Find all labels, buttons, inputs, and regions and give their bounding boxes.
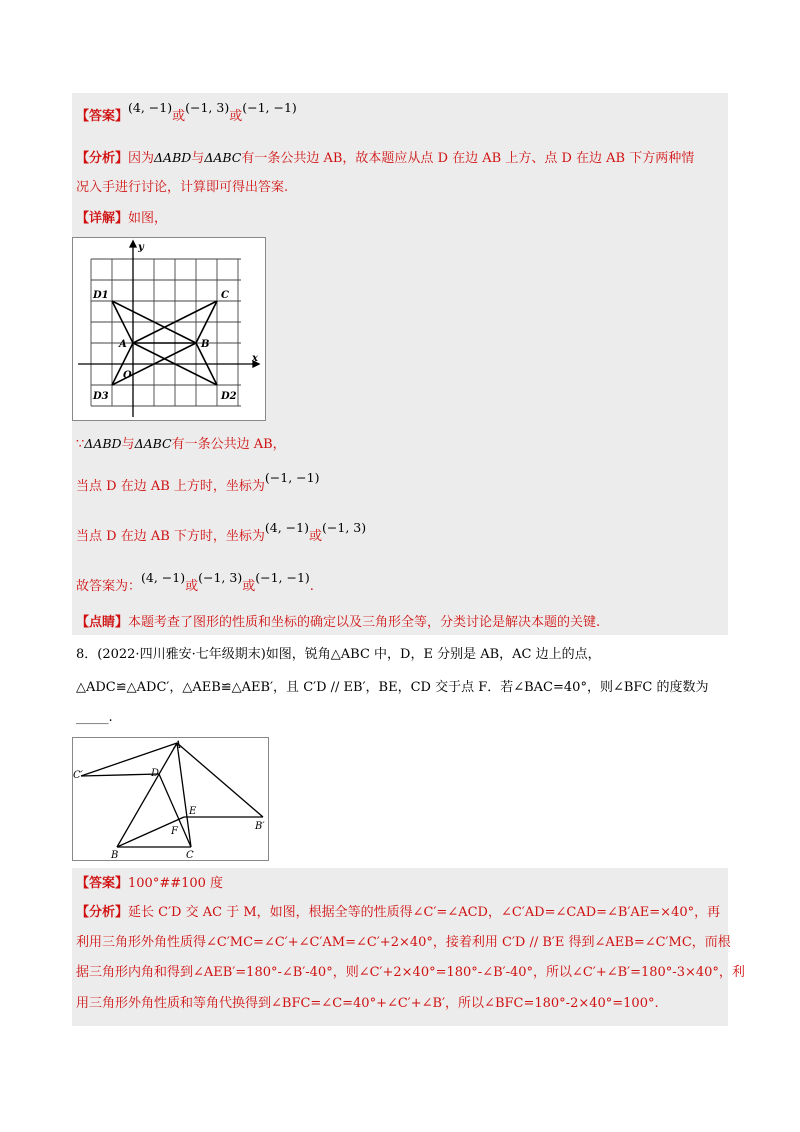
point-d3-label: D3 bbox=[93, 391, 109, 402]
point-c-prime-label: C′ bbox=[73, 770, 83, 781]
analysis2-text-1: 延长 C′D 交 AC 于 M，如图，根据全等的性质得∠C′=∠ACD，∠C′AD=∠CAD=∠B′AE=×40°，再 bbox=[128, 905, 721, 920]
point-d1-label: D1 bbox=[93, 290, 109, 301]
question-8-line-1 bbox=[76, 645, 601, 665]
final-answer-line bbox=[76, 570, 314, 597]
comment-line bbox=[76, 613, 600, 633]
y-axis-label: y bbox=[138, 242, 144, 253]
because-post: 有一条公共边 AB， bbox=[171, 437, 286, 452]
answer-line-2 bbox=[76, 874, 223, 894]
point-a-label: A bbox=[119, 339, 127, 350]
coordinate-figure bbox=[72, 237, 266, 421]
or-word: 或 bbox=[185, 579, 199, 594]
because-symbol: ∵ bbox=[76, 437, 85, 452]
below-point-1: (4, −1) bbox=[264, 520, 309, 535]
detail-line bbox=[76, 209, 167, 229]
final-text: 故答案为： bbox=[76, 579, 142, 594]
coordinate-diagram bbox=[73, 238, 265, 420]
question-number: 8． bbox=[76, 647, 98, 662]
triangle-abd: ΔABD bbox=[154, 150, 192, 165]
point-b-label: B bbox=[201, 339, 210, 350]
point-a-label: A bbox=[174, 740, 182, 751]
final-point-3: (−1, −1) bbox=[255, 570, 310, 585]
analysis2-line-3: 据三角形内角和得到∠AEB′=180°-∠B′-40°，则∠C′+2×40°=180°-∠B′-40°，所以∠C′+∠B′=180°-3×40°，利 bbox=[76, 965, 745, 980]
triangle-abd: ΔABD bbox=[84, 436, 122, 451]
or-word: 或 bbox=[172, 109, 186, 124]
point-e-label: E bbox=[189, 806, 197, 817]
final-end: . bbox=[309, 579, 314, 594]
question-text-1: 如图，锐角△ABC 中，D，E 分别是 AB，AC 边上的点， bbox=[265, 647, 601, 662]
analysis-pre: 因为 bbox=[128, 151, 155, 166]
below-point-2: (−1, 3) bbox=[322, 520, 367, 535]
above-case-line bbox=[76, 470, 320, 497]
point-b-label: B bbox=[111, 850, 119, 860]
point-d-label: D bbox=[151, 768, 160, 779]
question-8-line-2: △ADC≌△ADC′，△AEB≌△AEB′，且 C′D // EB′，BE，CD 交于点 F．若∠BAC=40°，则∠BFC 的度数为 bbox=[76, 680, 709, 695]
analysis2-line-1 bbox=[76, 903, 720, 923]
triangle-diagram bbox=[73, 738, 268, 860]
because-line bbox=[76, 434, 286, 455]
answer-point-1: (4, −1) bbox=[128, 100, 173, 115]
analysis-post: 有一条公共边 AB，故本题应从点 D 在边 AB 上方、点 D 在边 AB 下方两种情 bbox=[241, 151, 695, 166]
detail-text: 如图， bbox=[128, 211, 168, 226]
answer-line-1 bbox=[76, 100, 297, 127]
point-d2-label: D2 bbox=[221, 391, 237, 402]
analysis-label-2: 【分析】 bbox=[76, 905, 129, 920]
below-text: 当点 D 在边 AB 下方时，坐标为 bbox=[76, 529, 265, 544]
answer-point-2: (−1, 3) bbox=[185, 100, 230, 115]
comment-label: 【点睛】 bbox=[76, 615, 129, 630]
x-axis-label: x bbox=[252, 353, 258, 364]
analysis2-line-2: 利用三角形外角性质得∠C′MC=∠C′+∠C′AM=∠C′+2×40°，接着利用 C′D // B′E 得到∠AEB=∠C′MC，而根 bbox=[76, 935, 731, 950]
or-word: 或 bbox=[229, 109, 243, 124]
origin-label: O bbox=[123, 370, 132, 381]
yu-word: 与 bbox=[191, 151, 205, 166]
analysis-line-1 bbox=[76, 148, 694, 169]
triangle-abc: ΔABC bbox=[204, 150, 242, 165]
analysis-label: 【分析】 bbox=[76, 151, 129, 166]
or-word: 或 bbox=[242, 579, 256, 594]
answer-label: 【答案】 bbox=[76, 109, 129, 124]
above-text: 当点 D 在边 AB 上方时，坐标为 bbox=[76, 479, 265, 494]
above-point: (−1, −1) bbox=[264, 470, 320, 485]
question-8-blank: _____. bbox=[76, 710, 113, 725]
question-source: (2022·四川雅安·七年级期末) bbox=[97, 647, 266, 662]
point-c-label: C bbox=[221, 290, 229, 301]
answer-label-2: 【答案】 bbox=[76, 876, 129, 891]
point-c-label: C bbox=[186, 850, 194, 860]
triangle-abc: ΔABC bbox=[134, 436, 172, 451]
analysis-line-2: 况入手进行讨论，计算即可得出答案. bbox=[76, 180, 289, 195]
analysis2-line-4: 用三角形外角性质和等角代换得到∠BFC=∠C=40°+∠C′+∠B′，所以∠BFC=180°-2×40°=100°. bbox=[76, 996, 659, 1011]
y-axis-arrow bbox=[130, 241, 136, 247]
yu-word: 与 bbox=[121, 437, 135, 452]
detail-label: 【详解】 bbox=[76, 211, 129, 226]
or-word: 或 bbox=[309, 529, 323, 544]
point-f-label: F bbox=[171, 826, 178, 837]
point-b-prime-label: B′ bbox=[255, 821, 265, 832]
final-point-1: (4, −1) bbox=[141, 570, 186, 585]
below-case-line bbox=[76, 520, 367, 547]
triangle-figure bbox=[72, 737, 269, 861]
final-point-2: (−1, 3) bbox=[198, 570, 243, 585]
answer-text-2: 100°##100 度 bbox=[128, 876, 224, 891]
answer-point-3: (−1, −1) bbox=[242, 100, 297, 115]
comment-text: 本题考查了图形的性质和坐标的确定以及三角形全等，分类讨论是解决本题的关键. bbox=[128, 615, 601, 630]
